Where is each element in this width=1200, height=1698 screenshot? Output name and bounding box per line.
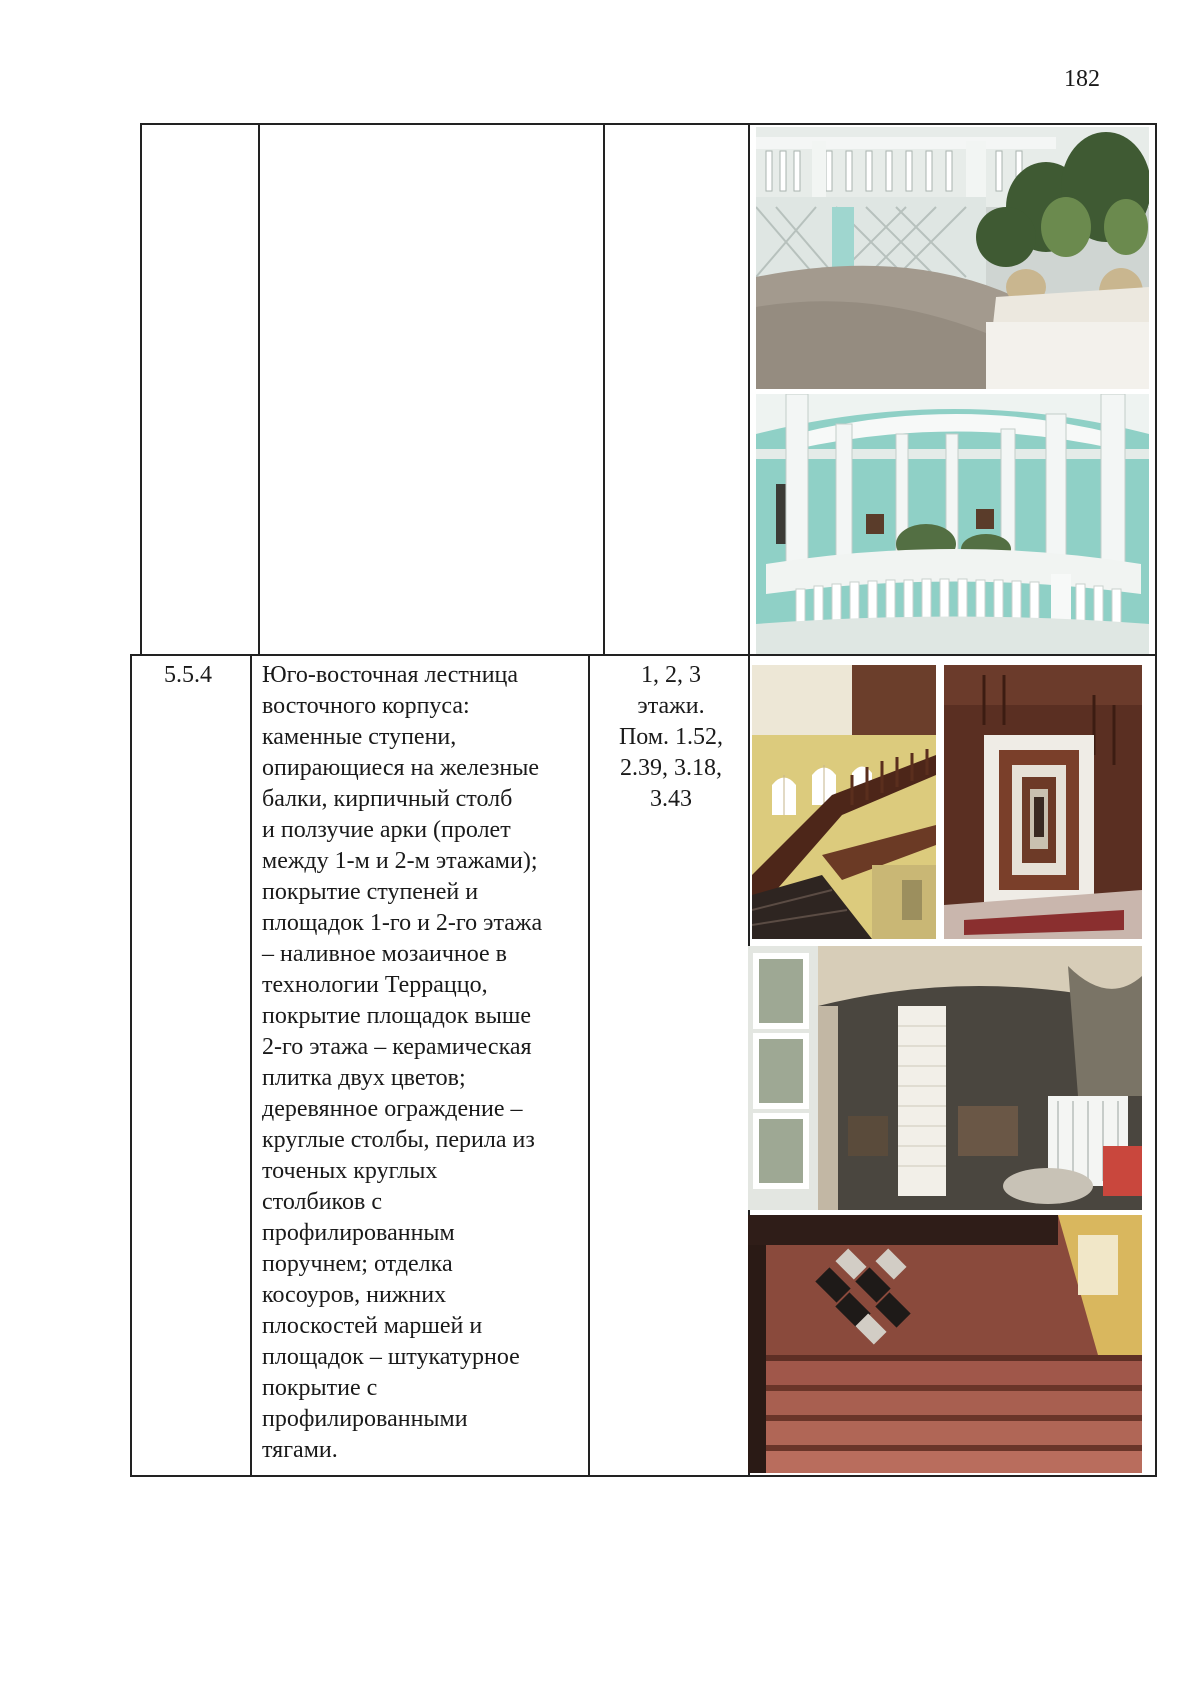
description-line: Юго-восточная лестница (262, 662, 519, 688)
floors-line: Пом. 1.52, (618, 724, 724, 750)
column-divider-1-lower (250, 654, 252, 1477)
description-line: тягами. (262, 1437, 338, 1463)
column-divider-2-lower (588, 654, 590, 1477)
table-right-border (1155, 123, 1157, 1477)
description-line: плоскостей маршей и (262, 1313, 483, 1339)
description-line: восточного корпуса: (262, 693, 470, 719)
description-line: точеных круглых (262, 1158, 438, 1184)
description-line: балки, кирпичный столб (262, 786, 513, 812)
row-divider (130, 654, 1156, 656)
description-line: покрытие площадок выше (262, 1003, 532, 1029)
description-line: круглые столбы, перила из (262, 1127, 535, 1153)
description-line: поручнем; отделка (262, 1251, 453, 1277)
description-line: профилированным (262, 1220, 455, 1246)
description-line: площадок 1-го и 2-го этажа (262, 910, 543, 936)
description-line: плитка двух цветов; (262, 1065, 466, 1091)
floors-line: этажи. (637, 693, 705, 719)
floors-line: 1, 2, 3 (641, 662, 701, 688)
description-line: 2-го этажа – керамическая (262, 1034, 532, 1060)
description-line: площадок – штукатурное (262, 1344, 520, 1370)
photo-gallery-balustrade (756, 127, 1149, 389)
table-top-border (140, 123, 1156, 125)
description-line: технологии Терраццо, (262, 972, 488, 998)
page-number: 182 (1064, 66, 1100, 92)
table-left-border-lower (130, 654, 132, 1477)
description-line: косоуров, нижних (262, 1282, 447, 1308)
row-description (262, 660, 588, 1466)
description-line: опирающиеся на железные (262, 755, 539, 781)
photo-stairwell-top-view (944, 665, 1142, 939)
table-left-border (140, 123, 142, 654)
description-line: профилированными (262, 1406, 468, 1432)
floors-line: 3.43 (650, 786, 692, 812)
photo-tiled-steps (748, 1215, 1142, 1473)
column-divider-2 (603, 123, 605, 654)
description-line: покрытие ступеней и (262, 879, 479, 905)
description-line: каменные ступени, (262, 724, 457, 750)
description-line: деревянное ограждение – (262, 1096, 523, 1122)
photo-brick-pillar (748, 946, 1142, 1210)
row-floors (596, 660, 746, 815)
description-line: и ползучие арки (пролет (262, 817, 511, 843)
description-line: – наливное мозаичное в (262, 941, 508, 967)
row-number: 5.5.4 (164, 662, 212, 688)
description-line: столбиков с (262, 1189, 382, 1215)
description-line: между 1-м и 2-м этажами); (262, 848, 538, 874)
photo-staircase-windows (752, 665, 936, 939)
column-divider-1 (258, 123, 260, 654)
description-line: покрытие с (262, 1375, 378, 1401)
photo-rotunda-columns (756, 394, 1149, 654)
table-bottom-border (130, 1475, 1156, 1477)
floors-line: 2.39, 3.18, (620, 755, 722, 781)
